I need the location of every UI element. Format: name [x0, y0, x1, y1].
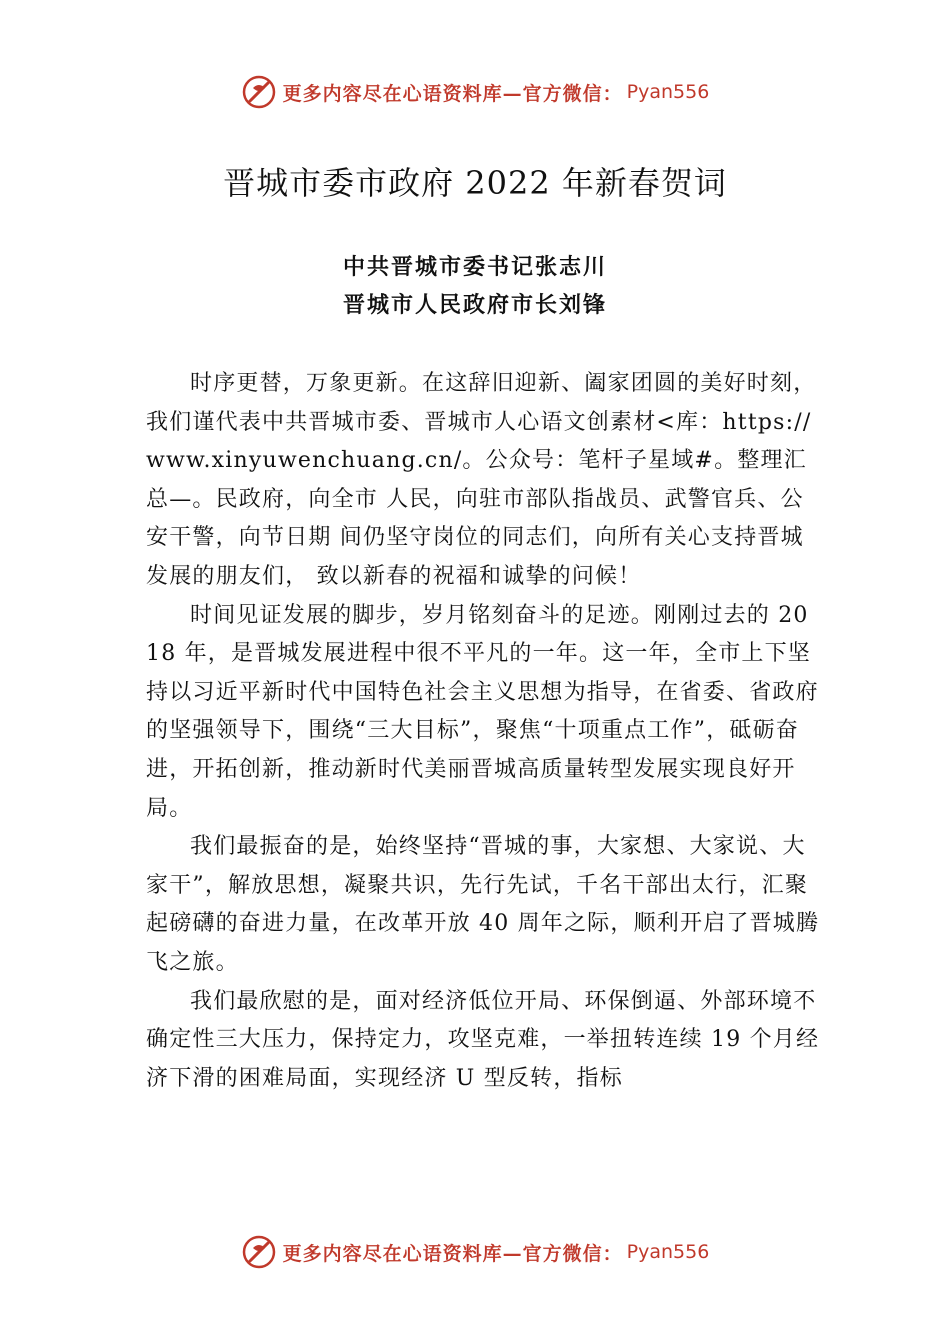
document-title: 晋城市委市政府 2022 年新春贺词	[223, 164, 727, 202]
brand-logo-icon	[241, 1234, 277, 1270]
banner-text: 更多内容尽在心语资料库—官方微信：	[282, 82, 623, 105]
body-paragraph: 时间见证发展的脚步，岁月铭刻奋斗的足迹。刚刚过去的 2018 年，是晋城发展进程中很不平凡的一年。这一年，全市上下坚持以习近平新时代中国特色社会主义思想为指导，在省委、省政府的坚强领导下，围绕“三大目标”，聚焦“十项重点工作”，砥砺奋进，开拓创新，推动新时代美丽晋城高质量转型发展实现良好开局。	[146, 602, 819, 821]
header-watermark-banner	[0, 70, 950, 114]
document-body	[146, 365, 822, 1098]
banner-wechat: Pyan556	[626, 1241, 710, 1263]
footer-watermark-banner	[0, 1230, 950, 1274]
banner-wechat: Pyan556	[626, 81, 710, 103]
body-paragraph: 我们最欣慰的是，面对经济低位开局、环保倒逼、外部环境不确定性三大压力，保持定力，攻坚克难，一举扭转连续 19 个月经济下滑的困难局面，实现经济 U 型反转，指标	[146, 988, 820, 1091]
author-line-1: 中共晋城市委书记张志川	[342, 255, 607, 280]
author-line-2: 晋城市人民政府市长刘锋	[342, 293, 607, 318]
banner-text: 更多内容尽在心语资料库—官方微信：	[282, 1242, 623, 1265]
brand-logo-icon	[241, 74, 277, 110]
body-paragraph: 时序更替，万象更新。在这辞旧迎新、阖家团圆的美好时刻，我们谨代表中共晋城市委、晋城市人心语文创素材<库：https://www.xinyuwenchuang.cn/。公众号：笔杆子星域#。整理汇总—。民政府，向全市 人民，向驻市部队指战员、武警官兵、公安干警，向节日期 间仍坚守岗位的同志们，向所有关心支持晋城发展的朋友们， 致以新春的祝福和诚挚的问候！	[146, 371, 817, 589]
body-paragraph: 我们最振奋的是，始终坚持“晋城的事，大家想、大家说、大家干”，解放思想，凝聚共识，先行先试，千名干部出太行，汇聚起磅礴的奋进力量，在改革开放 40 周年之际，顺利开启了晋城腾飞之旅。	[146, 834, 820, 975]
